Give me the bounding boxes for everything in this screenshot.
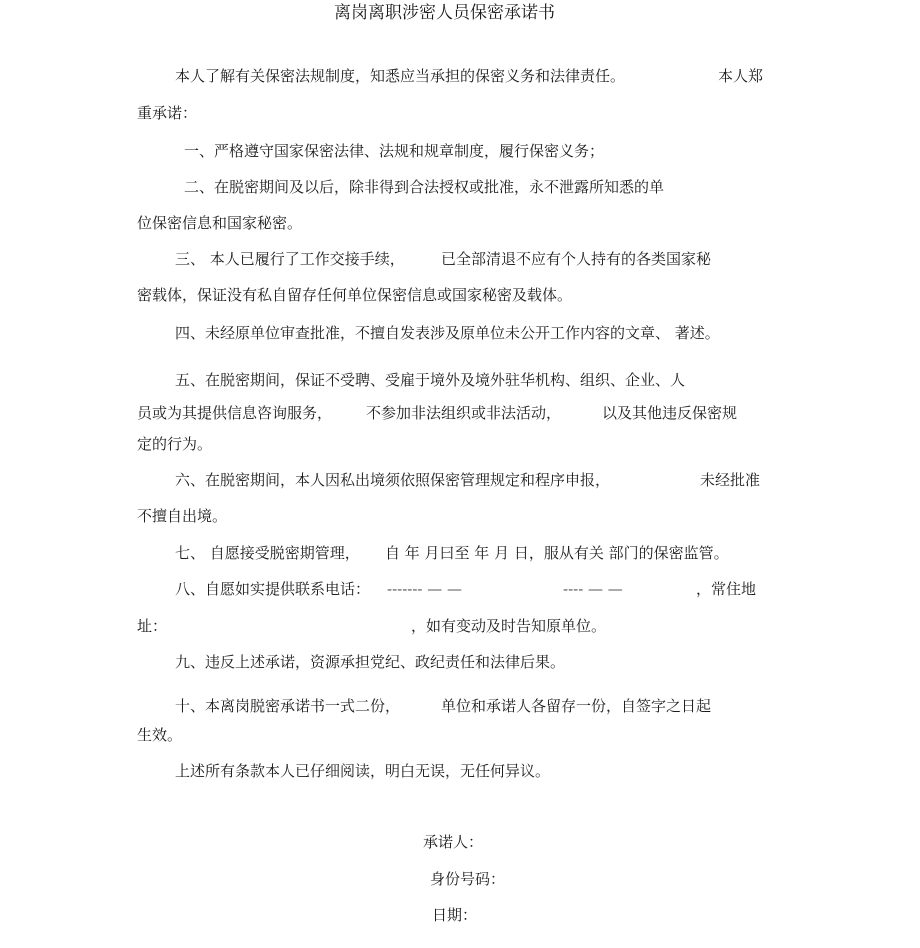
clause-6-part-b: 未经批准 xyxy=(700,471,761,489)
id-number-label: 身份号码： xyxy=(430,870,506,888)
closing-statement: 上述所有条款本人已仔细阅读，明白无误，无任何异议。 xyxy=(175,762,551,780)
clause-10-part-a: 十、本离岗脱密承诺书一式二份， xyxy=(175,697,401,715)
clause-2-line-1: 二、在脱密期间及以后，除非得到合法授权或批准，永不泄露所知悉的单 xyxy=(184,178,665,196)
page-title: 离岗离职涉密人员保密承诺书 xyxy=(334,3,555,23)
clause-8-line-2-a: 址： xyxy=(137,617,168,635)
clause-3-line-2: 密载体，保证没有私自留存任何单位保密信息或国家秘密及载体。 xyxy=(137,286,573,304)
phone-blank-1: ------- — — xyxy=(387,580,463,598)
date-label: 日期： xyxy=(432,906,478,924)
clause-10-line-2: 生效。 xyxy=(137,726,183,744)
intro-line-1: 本人了解有关保密法规制度，知悉应当承担的保密义务和法律责任。 xyxy=(175,67,626,85)
clause-4: 四、未经原单位审查批准，不擅自发表涉及原单位未公开工作内容的文章、 著述。 xyxy=(175,324,720,342)
signer-label: 承诺人： xyxy=(423,833,484,851)
clause-6-part-a: 六、在脱密期间，本人因私出境须依照保密管理规定和程序申报， xyxy=(175,471,611,489)
clause-7-part-b: 自 年 月曰至 年 月 日，服从有关 部门的保密监管。 xyxy=(385,544,729,562)
clause-8-part-a: 八、自愿如实提供联系电话： xyxy=(175,580,371,598)
clause-1: 一、严格遵守国家保密法律、法规和规章制度，履行保密义务； xyxy=(184,142,605,160)
clause-9: 九、违反上述承诺，资源承担党纪、政纪责任和法律后果。 xyxy=(175,653,566,671)
clause-3-part-a: 三、 本人已履行了工作交接手续， xyxy=(175,250,405,268)
clause-6-line-2: 不擅自出境。 xyxy=(137,507,228,525)
clause-5-line-2-a: 员或为其提供信息咨询服务， xyxy=(137,404,333,422)
clause-2-line-2: 位保密信息和国家秘密。 xyxy=(137,214,303,232)
clause-5-line-3: 定的行为。 xyxy=(137,435,213,453)
phone-blank-2: ---- — — xyxy=(563,580,623,598)
clause-10-part-b: 单位和承诺人各留存一份，自签字之日起 xyxy=(441,697,712,715)
clause-5-line-1: 五、在脱密期间，保证不受聘、受雇于境外及境外驻华机构、组织、企业、人 xyxy=(175,371,686,389)
clause-5-line-2-b: 不参加非法组织或非法活动， xyxy=(366,404,562,422)
clause-8-line-2-b: ，如有变动及时告知原单位。 xyxy=(411,617,607,635)
intro-line-2: 重承诺： xyxy=(137,104,198,122)
intro-line-1-end: 本人郑 xyxy=(718,67,764,85)
clause-3-part-b: 已全部清退不应有个人持有的各类国家秘 xyxy=(441,250,712,268)
clause-7-part-a: 七、 自愿接受脱密期管理， xyxy=(175,544,360,562)
clause-8-part-b: ，常住地 xyxy=(696,580,757,598)
clause-5-line-2-c: 以及其他违反保密规 xyxy=(602,404,738,422)
